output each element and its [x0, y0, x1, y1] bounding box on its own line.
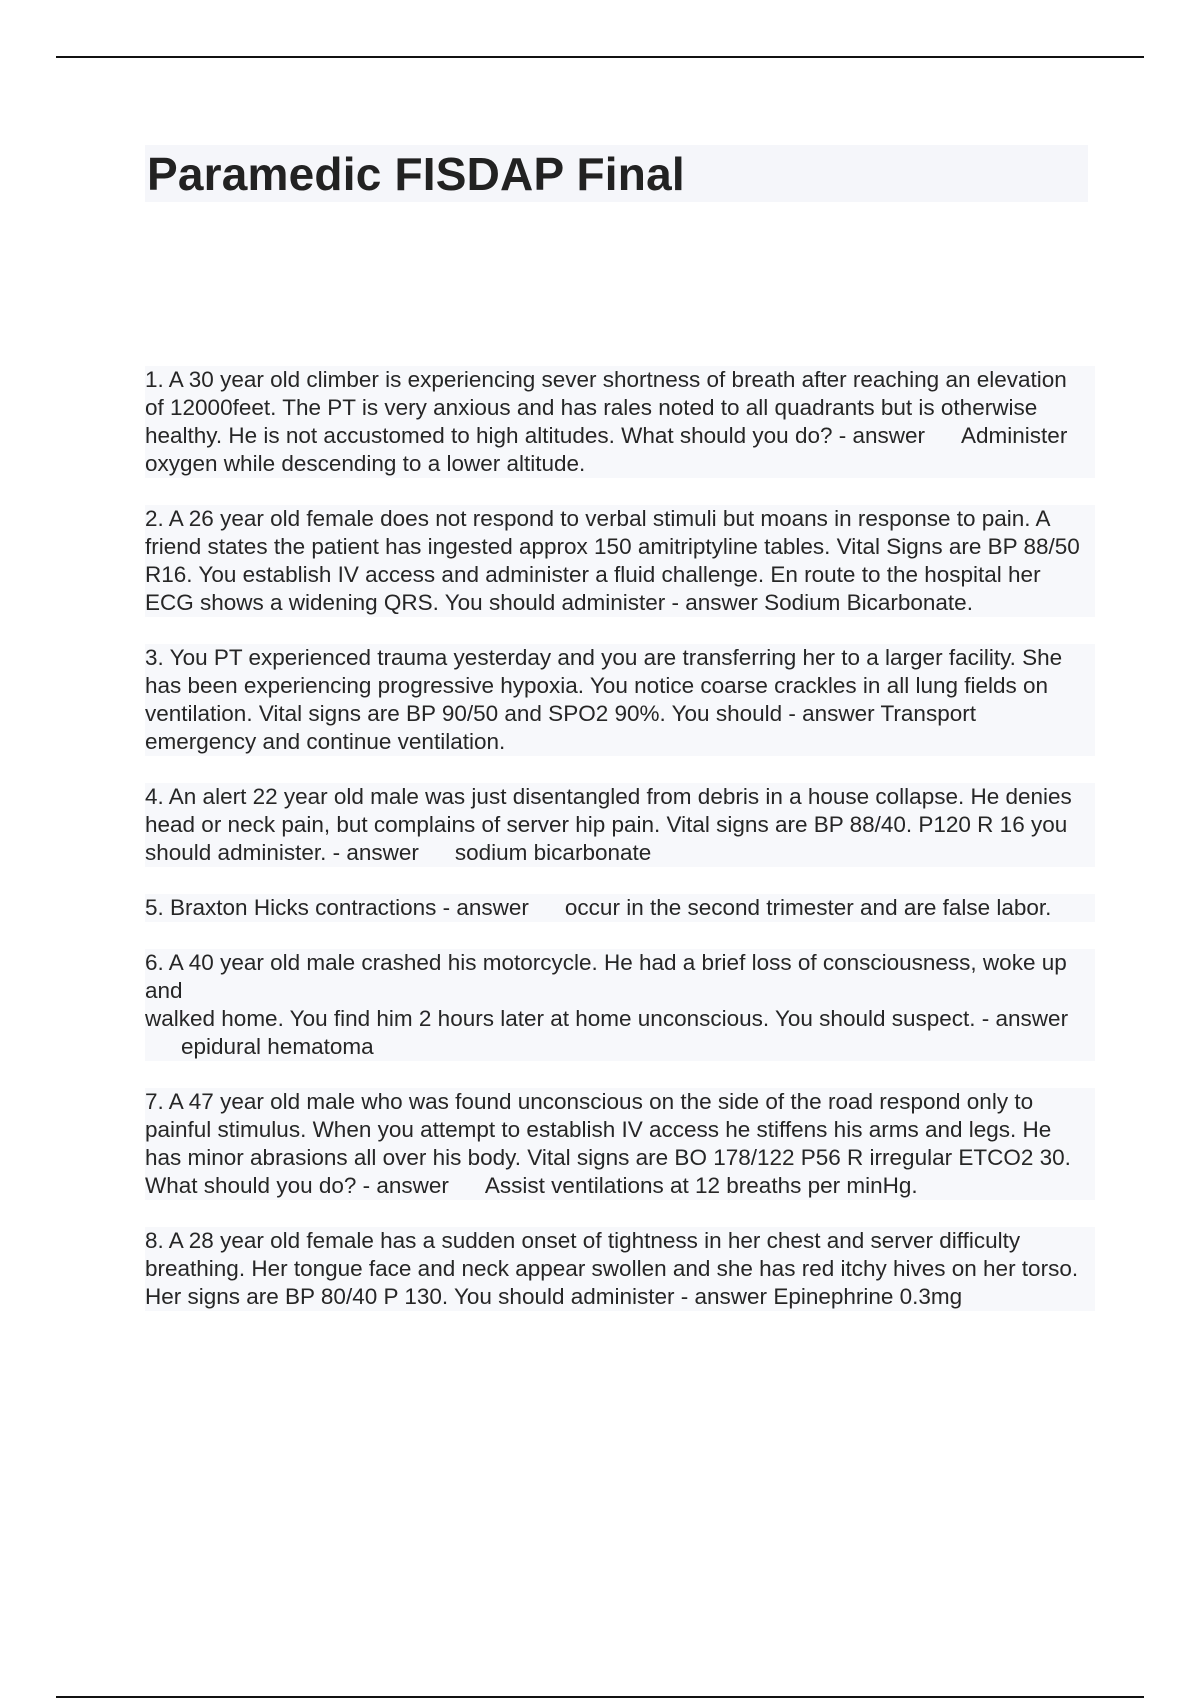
- question-item-2: [145, 505, 1095, 617]
- question-text: A 47 year old male who was found unconscious on the side of the road respond only to painful stimulus. When you attempt to establish IV access he stiffens his arms and legs. He has minor abrasions all over his body. Vital signs are BO 178/122 P56 R irregular ETCO2 30. What should you do? - answer: [145, 1089, 1078, 1198]
- answer-text: Sodium Bicarbonate.: [764, 590, 973, 615]
- question-item-3: [145, 644, 1095, 756]
- answer-text: Assist ventilations at 12 breaths per minHg.: [484, 1173, 918, 1198]
- answer-text: sodium bicarbonate: [454, 840, 652, 865]
- answer-text: Administer oxygen while descending to a lower altitude.: [145, 423, 1074, 476]
- question-text: A 30 year old climber is experiencing sever shortness of breath after reaching an elevation of 12000feet. The PT is very anxious and has rales noted to all quadrants but is otherwise healthy. He is not accustomed to high altitudes. What should you do? - answer: [145, 367, 1074, 448]
- answer-text: Transport emergency and continue ventilation.: [145, 701, 983, 754]
- question-number: 5.: [145, 895, 164, 920]
- question-number: 7.: [145, 1089, 164, 1114]
- question-number: 8.: [145, 1228, 164, 1253]
- footer-rule: [56, 1696, 1144, 1698]
- question-item-4: [145, 783, 1095, 867]
- question-text: Braxton Hicks contractions - answer: [170, 895, 529, 920]
- answer-text: occur in the second trimester and are false labor.: [564, 895, 1052, 920]
- question-item-7: [145, 1088, 1095, 1200]
- question-item-8: [145, 1227, 1095, 1311]
- page-title: Paramedic FISDAP Final: [147, 147, 685, 200]
- question-text: A 40 year old male crashed his motorcycle. He had a brief loss of consciousness, woke up and: [145, 950, 1074, 1003]
- answer-text: Epinephrine 0.3mg: [773, 1284, 963, 1309]
- question-number: 2.: [145, 506, 164, 531]
- question-text: You PT experienced trauma yesterday and you are transferring her to a larger facility. She has been experiencing progressive hypoxia. You notice coarse crackles in all lung fields on ventilation. Vital signs are BP 90/50 and SPO2 90%. You should - answer: [145, 645, 1069, 726]
- question-number: 4.: [145, 784, 164, 809]
- question-list: [145, 366, 1095, 1338]
- question-text: An alert 22 year old male was just disentangled from debris in a house collapse. He denies head or neck pain, but complains of server hip pain. Vital signs are BP 88/40. P120 R 16 you should administer. - answer: [145, 784, 1079, 865]
- title-block: [145, 145, 1088, 202]
- question-text: A 26 year old female does not respond to verbal stimuli but moans in response to pain. A friend states the patient has ingested approx 150 amitriptyline tables. Vital Signs are BP 88/50 R16. You establish IV access and administer a fluid challenge. En route to the hospital her ECG shows a widening QRS. You should administer - answer: [145, 506, 1087, 615]
- answer-text: epidural hematoma: [181, 1034, 374, 1059]
- question-item-1: [145, 366, 1095, 478]
- question-item-5: [145, 894, 1095, 922]
- question-number: 1.: [145, 367, 164, 392]
- question-number: 3.: [145, 645, 164, 670]
- question-text-continued: walked home. You find him 2 hours later at home unconscious. You should suspect. - answer: [145, 1006, 1069, 1031]
- header-rule: [56, 56, 1144, 58]
- question-number: 6.: [145, 950, 164, 975]
- question-item-6: [145, 949, 1095, 1061]
- question-text: A 28 year old female has a sudden onset of tightness in her chest and server difficulty breathing. Her tongue face and neck appear swollen and she has red itchy hives on her torso. Her signs are BP 80/40 P 130. You should administer - answer: [145, 1228, 1085, 1309]
